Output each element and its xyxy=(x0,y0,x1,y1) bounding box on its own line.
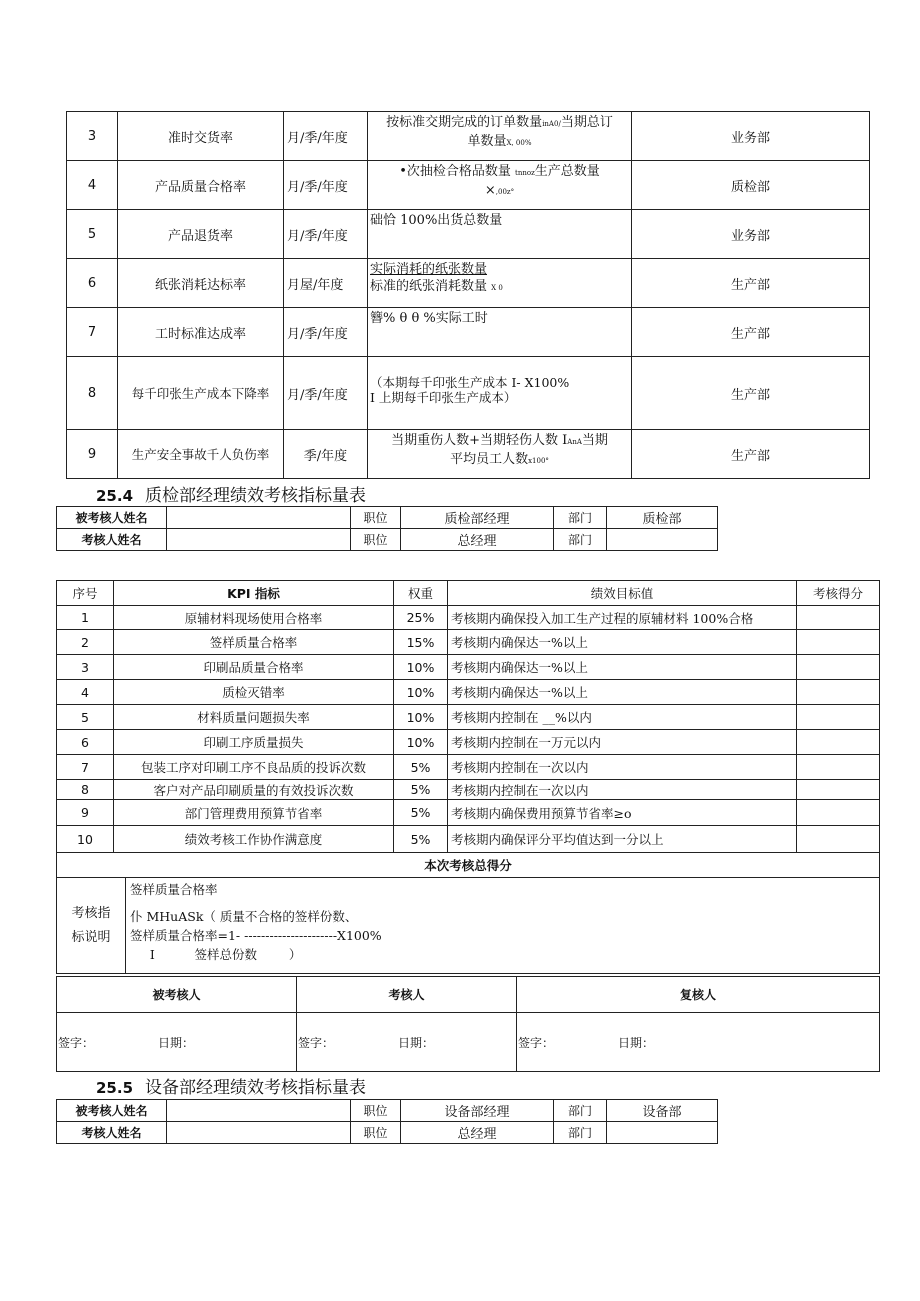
position-value: 总经理 xyxy=(401,529,554,551)
row-number: 10 xyxy=(57,826,114,853)
section-title: 设备部经理绩效考核指标量表 xyxy=(145,1078,367,1098)
assessor-name-field[interactable] xyxy=(167,1122,351,1144)
kpi-name: 包装工序对印刷工序不良品质的投诉次数 xyxy=(114,755,394,780)
indicator-name: 准时交货率 xyxy=(118,112,284,161)
kpi-target: 考核期内控制在一万元以内 xyxy=(448,730,797,755)
assessee-name-field[interactable] xyxy=(167,507,351,529)
kpi-name: 签样质量合格率 xyxy=(114,630,394,655)
note-content: 签样质量合格率 仆 MHuASk（ 质量不合格的签样份数、 签样质量合格率=1- ----------------------X100% I 签样总份数 ） xyxy=(130,882,382,962)
assessee-info-table xyxy=(56,1099,718,1144)
kpi-score-cell[interactable] xyxy=(797,680,880,705)
table-row xyxy=(57,655,880,680)
table-row xyxy=(57,1100,718,1122)
indicator-name: 纸张消耗达标率 xyxy=(118,259,284,308)
assessee-name-label: 被考核人姓名 xyxy=(57,507,167,529)
header-target: 绩效目标值 xyxy=(448,581,797,606)
kpi-target: 考核期内确保投入加工生产过程的原辅材料 100%合格 xyxy=(448,606,797,630)
kpi-weight: 5% xyxy=(394,826,448,853)
department: 生产部 xyxy=(632,259,870,308)
kpi-score-cell[interactable] xyxy=(797,800,880,826)
row-number: 8 xyxy=(67,357,118,430)
department: 生产部 xyxy=(632,430,870,479)
formula: 簪% θ θ %实际工时 xyxy=(368,308,632,357)
formula: 础恰 100%出货总数量 xyxy=(368,210,632,259)
row-number: 1 xyxy=(57,606,114,630)
section-heading xyxy=(96,1073,366,1098)
kpi-table xyxy=(56,580,880,974)
kpi-target: 考核期内控制在一次以内 xyxy=(448,755,797,780)
kpi-score-cell[interactable] xyxy=(797,655,880,680)
header-no: 序号 xyxy=(57,581,114,606)
table-row xyxy=(67,357,870,430)
kpi-target: 考核期内确保达一%以上 xyxy=(448,655,797,680)
row-number: 3 xyxy=(57,655,114,680)
section-heading xyxy=(96,481,366,506)
row-number: 6 xyxy=(67,259,118,308)
period: 月/季/年度 xyxy=(284,161,368,210)
assessee-sign-cell[interactable]: 签字： 日期： xyxy=(57,1013,297,1072)
table-row xyxy=(57,606,880,630)
formula: （本期每千印张生产成本 I- X100% I 上期每千印张生产成本） xyxy=(368,357,632,430)
formula: 实际消耗的纸张数量 标准的纸张消耗数量 X 0 xyxy=(368,259,632,308)
position-label: 职位 xyxy=(351,1100,401,1122)
period: 月屋/年度 xyxy=(284,259,368,308)
table-row xyxy=(57,507,718,529)
kpi-note xyxy=(57,878,880,974)
formula: 按标准交期完成的订单数量inA0/当期总订 单数量X, 00% xyxy=(368,112,632,161)
department-value: 质检部 xyxy=(607,507,718,529)
kpi-target: 考核期内确保费用预算节省率≥o xyxy=(448,800,797,826)
kpi-score-cell[interactable] xyxy=(797,705,880,730)
table-row xyxy=(57,1013,880,1072)
department: 生产部 xyxy=(632,357,870,430)
assessor-name-label: 考核人姓名 xyxy=(57,1122,167,1144)
kpi-name: 印刷品质量合格率 xyxy=(114,655,394,680)
table-row xyxy=(57,826,880,853)
kpi-name: 原辅材料现场使用合格率 xyxy=(114,606,394,630)
kpi-weight: 10% xyxy=(394,655,448,680)
kpi-score-cell[interactable] xyxy=(797,826,880,853)
kpi-target: 考核期内确保评分平均值达到一分以上 xyxy=(448,826,797,853)
period: 月/季/年度 xyxy=(284,308,368,357)
kpi-weight: 5% xyxy=(394,800,448,826)
position-value: 总经理 xyxy=(401,1122,554,1144)
row-number: 4 xyxy=(57,680,114,705)
period: 月/季/年度 xyxy=(284,210,368,259)
table-row xyxy=(57,705,880,730)
kpi-name: 绩效考核工作协作满意度 xyxy=(114,826,394,853)
kpi-name: 客户对产品印刷质量的有效投诉次数 xyxy=(114,780,394,800)
assessee-info-table xyxy=(56,506,718,551)
department: 业务部 xyxy=(632,112,870,161)
kpi-score-cell[interactable] xyxy=(797,755,880,780)
department: 质检部 xyxy=(632,161,870,210)
table-row xyxy=(67,210,870,259)
note-row xyxy=(57,878,880,974)
department-label: 部门 xyxy=(554,1122,607,1144)
period: 月/季/年度 xyxy=(284,112,368,161)
kpi-name: 材料质量问题损失率 xyxy=(114,705,394,730)
note-label: 考核指 标说明 xyxy=(57,878,126,973)
indicator-name: 工时标准达成率 xyxy=(118,308,284,357)
kpi-weight: 10% xyxy=(394,680,448,705)
kpi-weight: 25% xyxy=(394,606,448,630)
table-row xyxy=(57,800,880,826)
department-value xyxy=(607,529,718,551)
kpi-score-cell[interactable] xyxy=(797,730,880,755)
indicator-name: 产品质量合格率 xyxy=(118,161,284,210)
row-number: 7 xyxy=(57,755,114,780)
kpi-formula-table xyxy=(66,111,870,479)
assessor-name-field[interactable] xyxy=(167,529,351,551)
kpi-weight: 10% xyxy=(394,730,448,755)
kpi-target: 考核期内确保达一%以上 xyxy=(448,630,797,655)
table-row xyxy=(57,755,880,780)
indicator-name: 每千印张生产成本下降率 xyxy=(118,357,284,430)
position-value: 质检部经理 xyxy=(401,507,554,529)
kpi-weight: 15% xyxy=(394,630,448,655)
table-row xyxy=(67,259,870,308)
table-row xyxy=(57,730,880,755)
assessor-sign-cell[interactable]: 签字： 日期： xyxy=(297,1013,517,1072)
row-number: 5 xyxy=(67,210,118,259)
kpi-score-cell[interactable] xyxy=(797,630,880,655)
row-number: 3 xyxy=(67,112,118,161)
position-value: 设备部经理 xyxy=(401,1100,554,1122)
table-row xyxy=(57,630,880,655)
kpi-weight: 5% xyxy=(394,780,448,800)
period: 季/年度 xyxy=(284,430,368,479)
row-number: 5 xyxy=(57,705,114,730)
row-number: 2 xyxy=(57,630,114,655)
total-score-label: 本次考核总得分 xyxy=(57,853,880,878)
assessor-name-label: 考核人姓名 xyxy=(57,529,167,551)
table-row xyxy=(67,161,870,210)
indicator-name: 产品退货率 xyxy=(118,210,284,259)
position-label: 职位 xyxy=(351,1122,401,1144)
header-kpi: KPI 指标 xyxy=(114,581,394,606)
department: 业务部 xyxy=(632,210,870,259)
department-label: 部门 xyxy=(554,1100,607,1122)
assessee-header: 被考核人 xyxy=(57,977,297,1013)
kpi-weight: 10% xyxy=(394,705,448,730)
assessor-header: 考核人 xyxy=(297,977,517,1013)
kpi-score-cell[interactable] xyxy=(797,780,880,800)
table-row xyxy=(67,112,870,161)
department-label: 部门 xyxy=(554,529,607,551)
table-row xyxy=(57,529,718,551)
formula: 当期重伤人数+当期轻伤人数 IAnA当期 平均员工人数x100° xyxy=(368,430,632,479)
row-number: 6 xyxy=(57,730,114,755)
table-row xyxy=(67,308,870,357)
department-value xyxy=(607,1122,718,1144)
row-number: 9 xyxy=(67,430,118,479)
reviewer-sign-cell[interactable]: 签字： 日期： xyxy=(517,1013,880,1072)
table-row xyxy=(57,977,880,1013)
kpi-name: 质检灭错率 xyxy=(114,680,394,705)
row-number: 8 xyxy=(57,780,114,800)
assessee-name-label: 被考核人姓名 xyxy=(57,1100,167,1122)
reviewer-header: 复核人 xyxy=(517,977,880,1013)
kpi-name: 印刷工序质量损失 xyxy=(114,730,394,755)
indicator-name: 生产安全事故千人负伤率 xyxy=(118,430,284,479)
kpi-target: 考核期内控制在 __%以内 xyxy=(448,705,797,730)
table-row xyxy=(57,680,880,705)
header-weight: 权重 xyxy=(394,581,448,606)
position-label: 职位 xyxy=(351,507,401,529)
assessee-name-field[interactable] xyxy=(167,1100,351,1122)
header-score: 考核得分 xyxy=(797,581,880,606)
kpi-weight: 5% xyxy=(394,755,448,780)
section-title: 质检部经理绩效考核指标量表 xyxy=(145,486,367,506)
total-row xyxy=(57,853,880,878)
section-number: 25.4 xyxy=(96,487,134,505)
table-row xyxy=(67,430,870,479)
row-number: 9 xyxy=(57,800,114,826)
department: 生产部 xyxy=(632,308,870,357)
table-row xyxy=(57,1122,718,1144)
row-number: 4 xyxy=(67,161,118,210)
kpi-score-cell[interactable] xyxy=(797,606,880,630)
kpi-name: 部门管理费用预算节省率 xyxy=(114,800,394,826)
signature-table xyxy=(56,976,880,1072)
kpi-target: 考核期内确保达一%以上 xyxy=(448,680,797,705)
department-value: 设备部 xyxy=(607,1100,718,1122)
kpi-target: 考核期内控制在一次以内 xyxy=(448,780,797,800)
table-header-row xyxy=(57,581,880,606)
row-number: 7 xyxy=(67,308,118,357)
section-number: 25.5 xyxy=(96,1079,134,1097)
formula: •次抽检合格品数量 tnnoz生产总数量 ×,00z° xyxy=(368,161,632,210)
department-label: 部门 xyxy=(554,507,607,529)
position-label: 职位 xyxy=(351,529,401,551)
period: 月/季/年度 xyxy=(284,357,368,430)
table-row xyxy=(57,780,880,800)
